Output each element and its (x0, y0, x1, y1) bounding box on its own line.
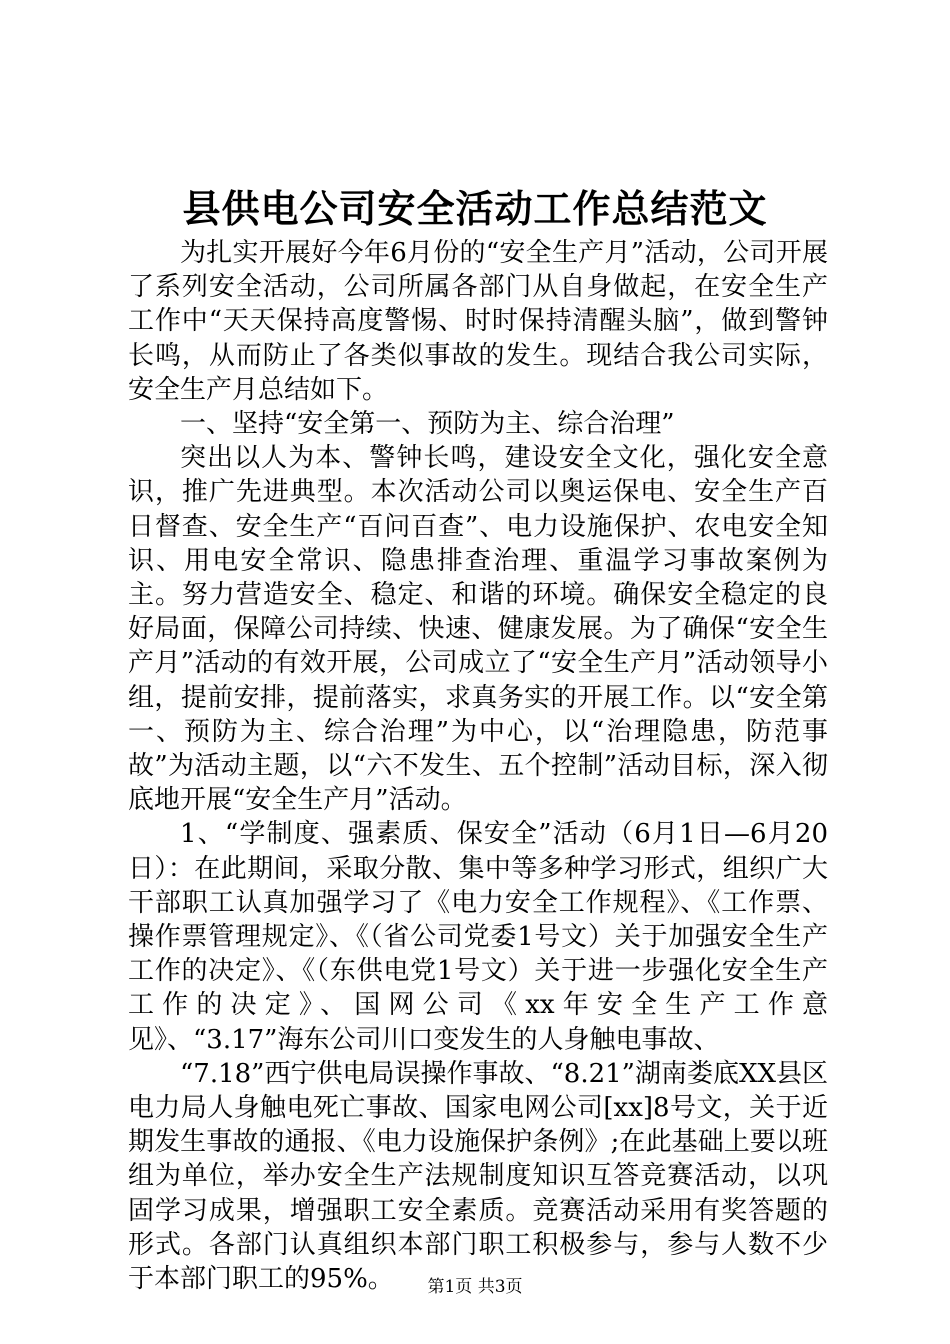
paragraph-item-1: 1、“学制度、强素质、保安全”活动（6月1日—6月20日）：在此期间，采取分散、集中等多种学习形式，组织广大干部职工认真加强学习了《电力安全工作规程》、《工作票、操作票管理规定》、《（省公司党委1号文）关于加强安全生产工作的决定》、《（东供电党1号文）关于进一步强化安全生产工作的决定》、国网公司《xx年安全生产工作意见》、“3.17”海东公司川口变发生的人身触电事故、 (128, 819, 828, 1055)
section-heading: 一、坚持“安全第一、预防为主、综合治理” (180, 409, 675, 440)
page-footer: 第1页 共3页 (427, 1277, 523, 1297)
paragraph-intro: 为扎实开展好今年6月份的“安全生产月”活动，公司开展了系列安全活动，公司所属各部门从自身做起，在安全生产工作中“天天保持高度警惕、时时保持清醒头脑”，做到警钟长鸣，从而防止了各类似事故的发生。现结合我公司实际，安全生产月总结如下。 (128, 238, 828, 405)
paragraph-item-1-continued: “7.18”西宁供电局误操作事故、“8.21”湖南娄底XX县区电力局人身触电死亡事故、国家电网公司[xx]8号文，关于近期发生事故的通报、《电力设施保护条例》;在此基础上要以班组为单位，举办安全生产法规制度知识互答竞赛活动，以巩固学习成果，增强职工安全素质。竞赛活动采用有奖答题的形式。各部门认真组织本部门职工积极参与，参与人数不少于本部门职工的95%。 (128, 1058, 828, 1295)
paragraph-section-body: 突出以人为本、警钟长鸣，建设安全文化，强化安全意识，推广先进典型。本次活动公司以奥运保电、安全生产百日督查、安全生产“百问百查”、电力设施保护、农电安全知识、用电安全常识、隐患排查治理、重温学习事故案例为主。努力营造安全、稳定、和谐的环境。确保安全稳定的良好局面，保障公司持续、快速、健康发展。为了确保“安全生产月”活动的有效开展，公司成立了“安全生产月”活动领导小组，提前安排，提前落实，求真务实的开展工作。以“安全第一、预防为主、综合治理”为中心，以“治理隐患，防范事故”为活动主题，以“六不发生、五个控制”活动目标，深入彻底地开展“安全生产月”活动。 (128, 443, 828, 816)
document-body (128, 236, 828, 1296)
document-title: 县供电公司安全活动工作总结范文 (182, 186, 768, 231)
